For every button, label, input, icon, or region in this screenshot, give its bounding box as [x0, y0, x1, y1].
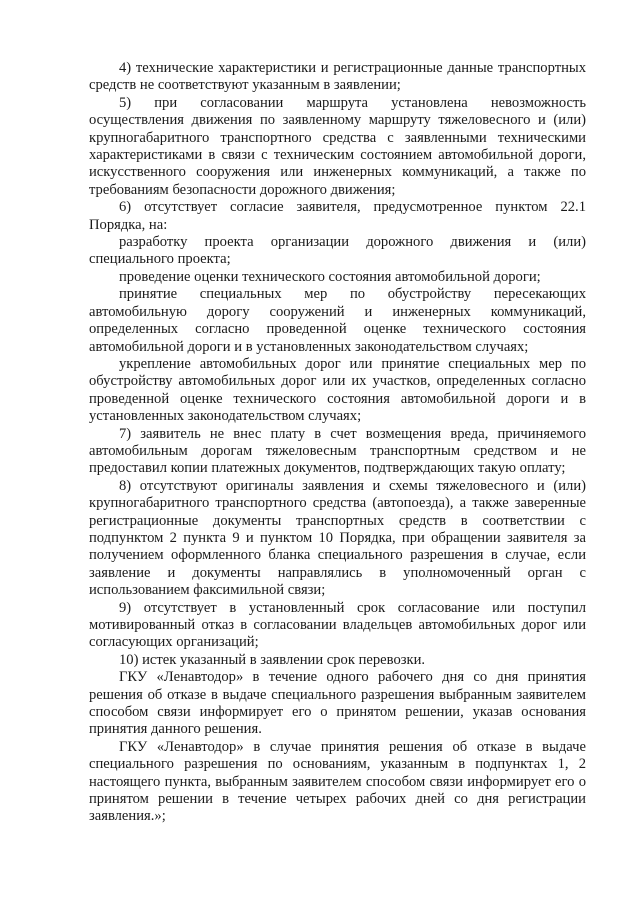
paragraph-notice-one-day: ГКУ «Ленавтодор» в течение одного рабочего дня со дня принятия решения об отказе в выдаче специального разрешения выбранным заявителем способом связи информирует его о принятом решении, указав основания принятия данного решения.	[89, 669, 586, 738]
paragraph-item-6: 6) отсутствует согласие заявителя, предусмотренное пунктом 22.1 Порядка, на:	[89, 199, 586, 233]
paragraph-sub-assessment: проведение оценки технического состояния автомобильной дороги;	[119, 268, 541, 285]
paragraph-item-7: 7) заявитель не внес плату в счет возмещения вреда, причиняемого автомобильным дорогам тяжеловесным транспортным средством и не предоставил копии платежных документов, подтверждающих такую оплату;	[89, 425, 586, 477]
paragraph-sub-measures: принятие специальных мер по обустройству пересекающих автомобильную дорогу сооружений и инженерных коммуникаций, определенных согласно проведенной оценке технического состояния автомобильной дороги и в установленных законодательством случаях;	[89, 286, 586, 355]
paragraph-notice-four-days: ГКУ «Ленавтодор» в случае принятия решения об отказе в выдаче специального разрешения по основаниям, указанным в подпунктах 1, 2 настоящего пункта, выбранным заявителем способом связи информирует его о принятом решении в течение четырех рабочих дней со дня регистрации заявления.»;	[89, 738, 586, 825]
paragraph-item-4: 4) технические характеристики и регистрационные данные транспортных средств не соответствуют указанным в заявлении;	[89, 60, 586, 94]
paragraph-item-5: 5) при согласовании маршрута установлена невозможность осуществления движения по заявленному маршруту тяжеловесного и (или) крупногабаритного транспортного средства с заявленными техническими характеристиками в связи с техническим состоянием автомобильной дороги, искусственного сооружения или инженерных коммуникаций, а также по требованиям безопасности дорожного движения;	[89, 94, 586, 198]
paragraph-sub-strengthening: укрепление автомобильных дорог или принятие специальных мер по обустройству автомобильных дорог или их участков, определенных согласно проведенной оценке технического состояния автомобильной дороги и в установленных законодательством случаях;	[89, 355, 586, 425]
paragraph-sub-project: разработку проекта организации дорожного движения и (или) специального проекта;	[89, 234, 586, 268]
paragraph-item-8: 8) отсутствуют оригиналы заявления и схемы тяжеловесного и (или) крупногабаритного транспортного средства (автопоезда), а также заверенные регистрационные документы транспортных средств в соответствии с подпунктом 2 пункта 9 и пунктом 10 Порядка, при обращении заявителя за получением оформленного бланка специального разрешения в случае, если заявление и документы направлялись в уполномоченный орган с использованием факсимильной связи;	[89, 477, 586, 599]
paragraph-item-10: 10) истек указанный в заявлении срок перевозки.	[119, 651, 426, 668]
paragraph-item-9: 9) отсутствует в установленный срок согласование или поступил мотивированный отказ в согласовании владельцев автомобильных дорог или согласующих организаций;	[89, 599, 586, 651]
